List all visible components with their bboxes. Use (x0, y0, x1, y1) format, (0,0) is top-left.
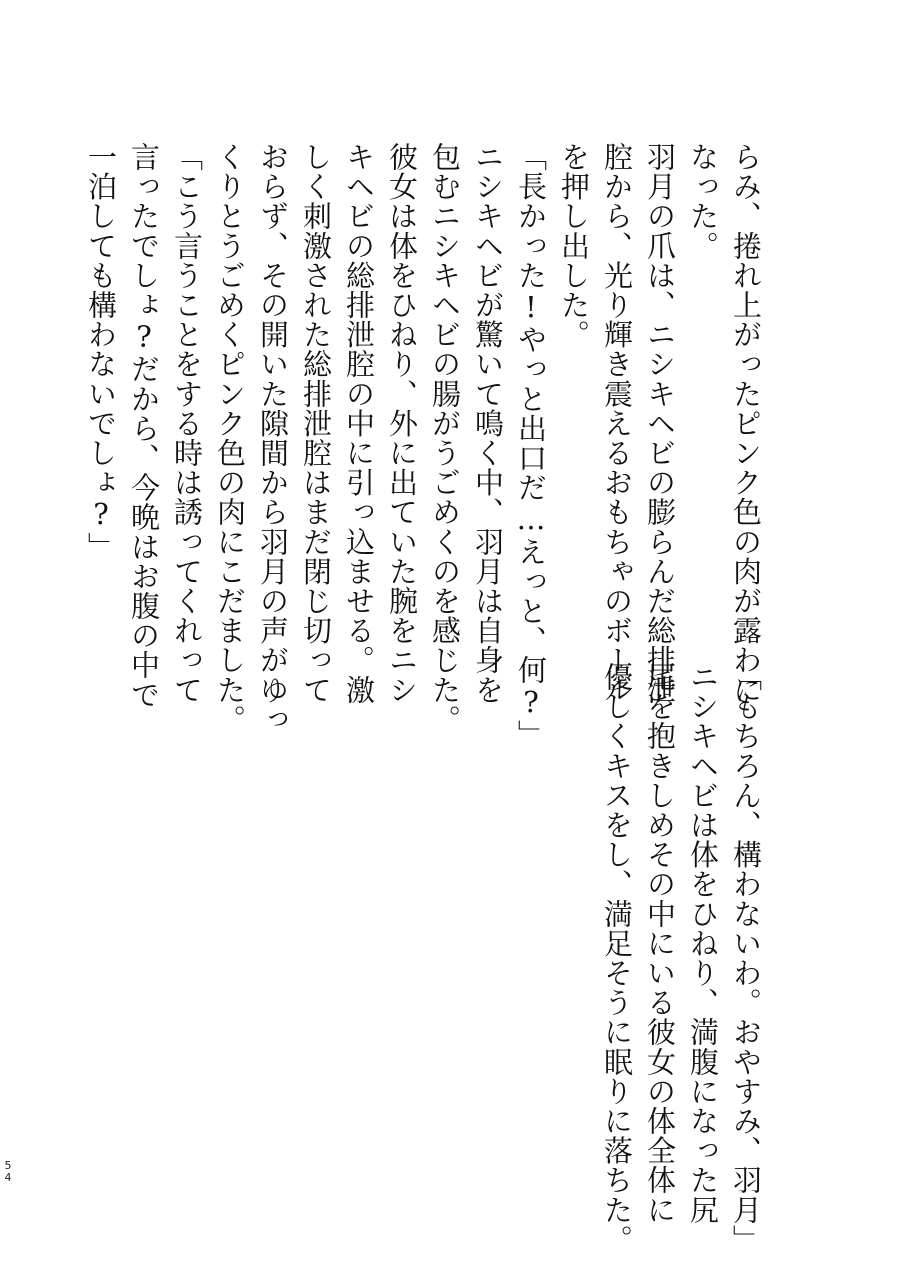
text-line: しく刺激された総排泄腔はまだ閉じ切って (299, 142, 333, 705)
text-line: 優しくキスをし、満足そうに眠りに落ちた。 (600, 662, 634, 1254)
text-line: ニシキヘビは体をひねり、満腹になった尻 (686, 662, 720, 1225)
text-line: 「こう言うことをする時は誘ってくれって (170, 142, 204, 705)
text-block-lower (595, 662, 767, 1254)
page-number-digit: 5 (4, 1159, 12, 1172)
text-line: 言ったでしょ?だから、今晩はお腹の中で (127, 142, 161, 710)
text-block-upper (79, 142, 767, 749)
text-line: 「もちろん、構わないわ。おやすみ、羽月」 (729, 662, 763, 1254)
text-line: 腔から、光り輝き震えるおもちゃのボール (600, 142, 634, 705)
page-number-digit: 4 (4, 1171, 12, 1184)
text-line: を押し出した。 (557, 142, 591, 350)
text-line: おらず、その開いた隙間から羽月の声がゆっ (256, 142, 290, 734)
text-line: 「長かった!やっと出口だ…えっと、何?」 (514, 142, 548, 749)
text-line: 尾を抱きしめその中にいる彼女の体全体に (643, 662, 677, 1225)
text-line: らみ、捲れ上がったピンク色の肉が露わに (729, 142, 763, 705)
text-line: 彼女は体をひねり、外に出ていた腕をニシ (385, 142, 419, 705)
text-line: ニシキヘビが驚いて鳴く中、羽月は自身を (471, 142, 505, 705)
text-line: 一泊しても構わないでしょ?」 (84, 142, 118, 562)
text-line: 羽月の爪は、ニシキヘビの膨らんだ総排泄 (643, 142, 677, 705)
page-number (3, 1160, 13, 1184)
text-line: なった。 (686, 142, 720, 261)
text-line: キヘビの総排泄腔の中に引っ込ませる。激 (342, 142, 376, 705)
text-line: 包むニシキヘビの腸がうごめくのを感じた。 (428, 142, 462, 734)
text-line: くりとうごめくピンク色の肉にこだました。 (213, 142, 247, 734)
